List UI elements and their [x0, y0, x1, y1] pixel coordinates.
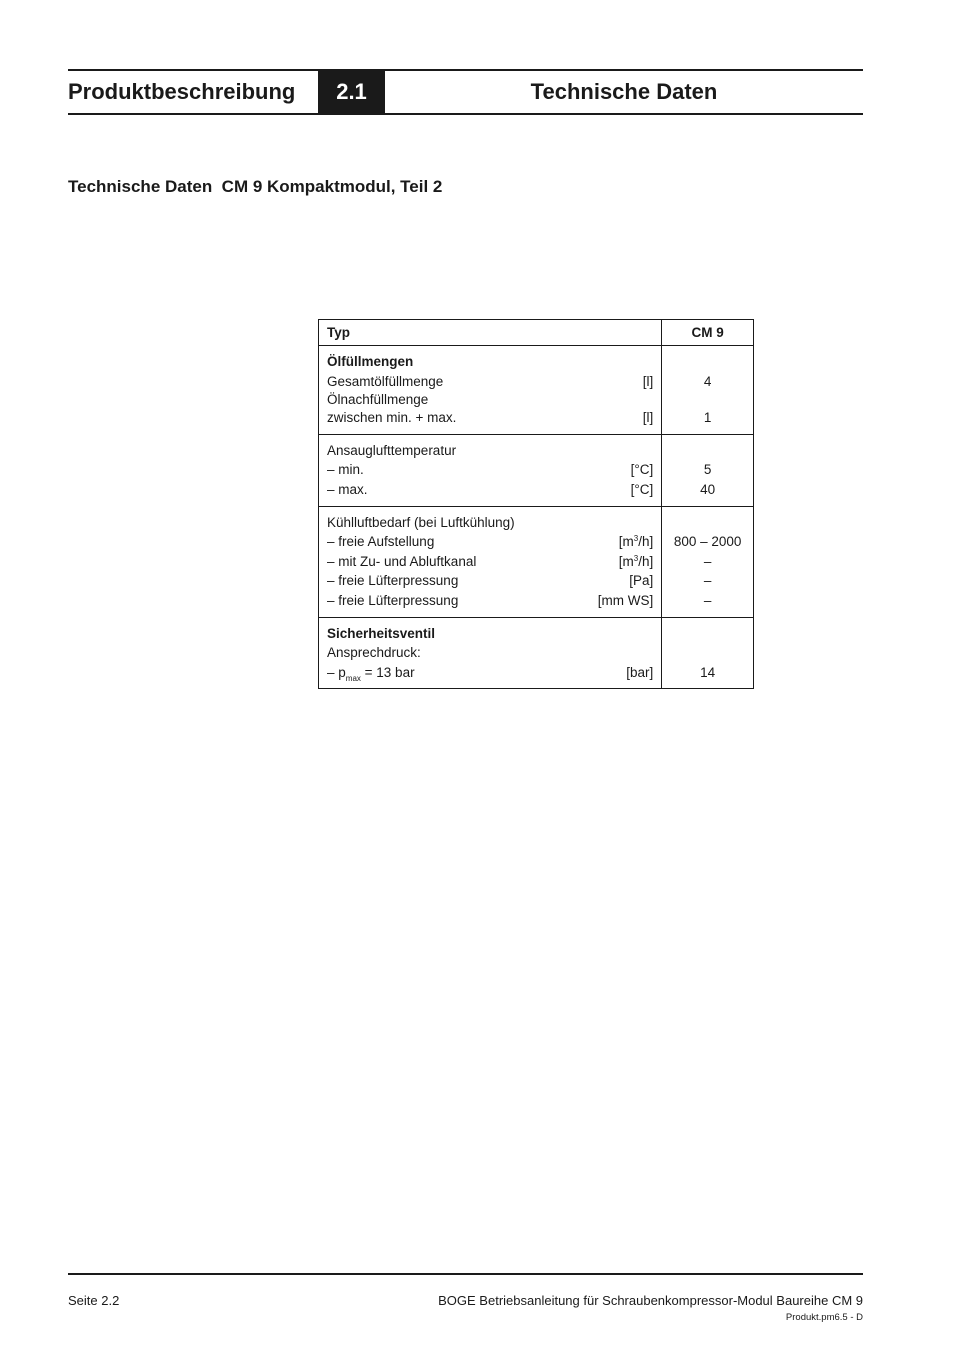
- row-unit: [°C]: [630, 481, 654, 497]
- group-subtitle-valve: Ansprechdruck:: [327, 645, 421, 661]
- row-value: 14: [700, 664, 716, 680]
- section-title: Technische Daten: [530, 79, 718, 104]
- table-group-intake: [319, 434, 754, 506]
- manual-title: BOGE Betriebsanleitung für Schraubenkompressor-Modul Baureihe CM 9: [438, 1293, 863, 1308]
- page-number: Seite 2.2: [68, 1293, 120, 1308]
- row-value: –: [703, 573, 712, 589]
- row-value: –: [703, 553, 712, 569]
- page-header: [68, 69, 863, 115]
- group-labels-valve: [319, 617, 662, 689]
- row-label: – $p_{max} = 13$ bar: [327, 664, 415, 683]
- row-value: 1: [703, 410, 712, 426]
- row-value: 40: [700, 481, 716, 497]
- group-labels-cooling: [319, 506, 662, 617]
- file-reference: Produkt.pm6.5 - D: [785, 1312, 863, 1323]
- row-unit: $[m^3/h]$: [618, 534, 654, 550]
- row-value: 4: [703, 373, 712, 389]
- column-header-model: CM 9: [662, 320, 754, 346]
- row-label: Gesamtölfüllmenge: [327, 373, 444, 389]
- section-number: 2.1: [318, 71, 385, 113]
- row-value: –: [703, 592, 712, 608]
- row-unit: [°C]: [630, 462, 654, 478]
- group-values-cooling: [662, 506, 754, 617]
- group-values-oil: [662, 346, 754, 435]
- group-values-intake: [662, 434, 754, 506]
- row-value: 5: [703, 462, 712, 478]
- row-label: – freie Aufstellung: [327, 534, 435, 550]
- column-header-type: Typ: [319, 320, 662, 346]
- group-labels-intake: [319, 434, 662, 506]
- row-unit: [Pa]: [629, 573, 654, 589]
- table-header-row: [319, 320, 754, 346]
- row-label: – freie Lüfterpressung: [327, 573, 459, 589]
- row-label: – min.: [327, 462, 364, 478]
- row-unit: [l]: [642, 410, 654, 426]
- row-label: – max.: [327, 481, 368, 497]
- row-unit: $[m^3/h]$: [618, 553, 654, 569]
- row-label: – mit Zu- und Abluftkanal: [327, 553, 477, 569]
- row-unit: [mm WS]: [597, 592, 654, 608]
- row-label: zwischen min. + max.: [327, 410, 457, 426]
- row-unit: [bar]: [626, 664, 654, 680]
- row-label: – freie Lüfterpressung: [327, 592, 459, 608]
- group-title-cooling: Kühlluftbedarf (bei Luftkühlung): [327, 514, 515, 530]
- row-value: 800 – 2000: [673, 534, 742, 550]
- row-unit: [l]: [642, 373, 654, 389]
- group-values-valve: [662, 617, 754, 689]
- group-labels-oil: [319, 346, 662, 435]
- footer-divider: [68, 1273, 863, 1275]
- chapter-title: Produktbeschreibung: [68, 79, 296, 104]
- group-title-oil: Ölfüllmengen: [327, 354, 414, 369]
- group-title-valve: Sicherheitsventil: [327, 625, 436, 641]
- page-subtitle: Technische Daten CM 9 Kompaktmodul, Teil 2: [68, 177, 443, 196]
- technical-data-table: [318, 319, 754, 689]
- table-group-oil: [319, 346, 754, 435]
- group-title-intake: Ansauglufttemperatur: [327, 442, 457, 458]
- table-group-cooling: [319, 506, 754, 617]
- table-group-valve: [319, 617, 754, 689]
- row-label: Ölnachfüllmenge: [327, 392, 429, 408]
